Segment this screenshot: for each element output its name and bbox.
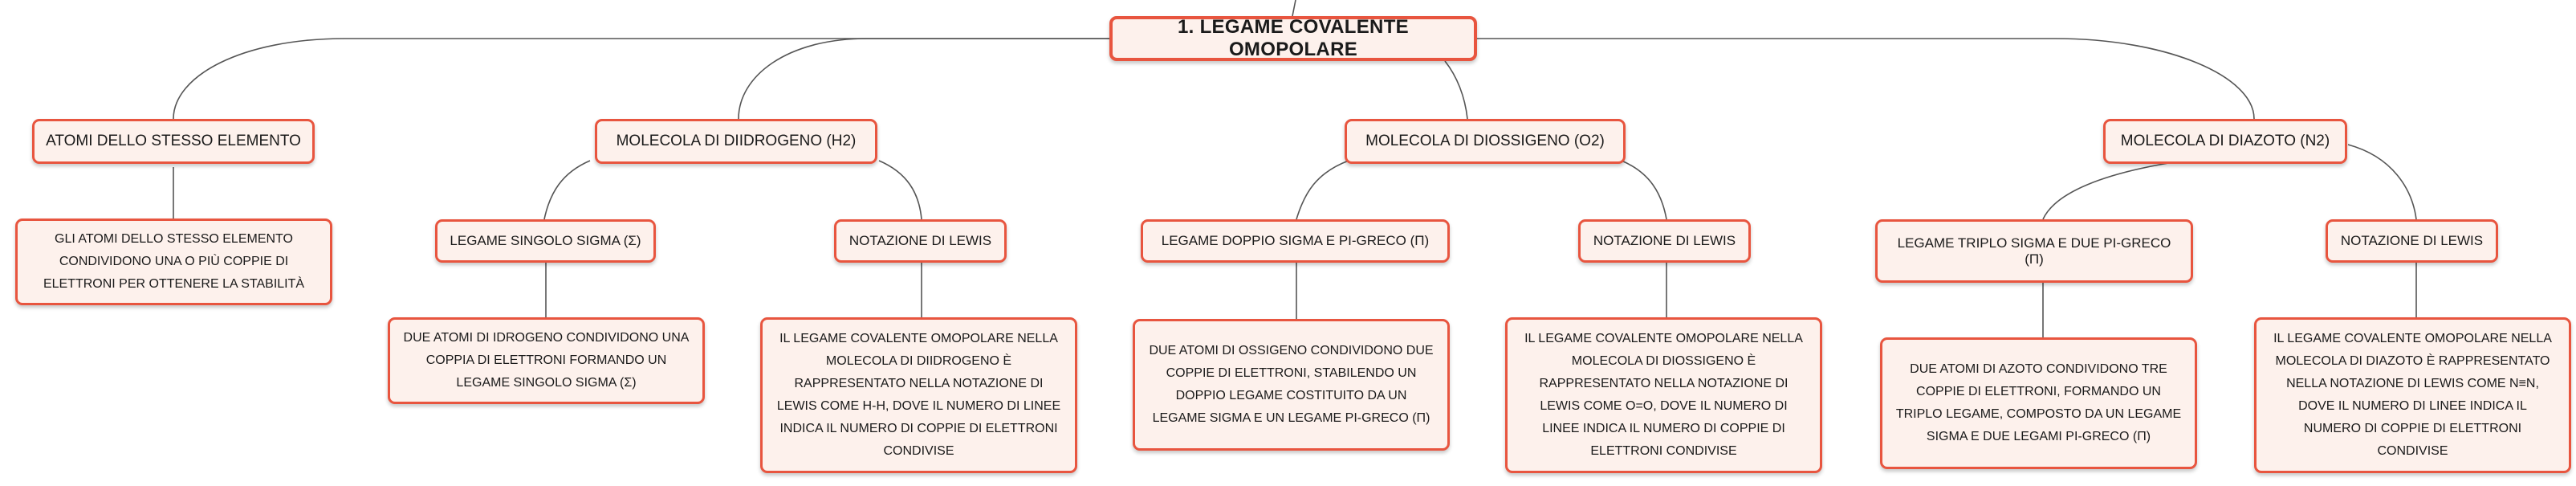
detail-notazione-lewis-n2[interactable] <box>2254 317 2571 473</box>
connector-root-parent <box>1292 0 1296 16</box>
subtopic-label: NOTAZIONE DI LEWIS <box>848 233 992 248</box>
subtopic-notazione-lewis-h2[interactable] <box>834 219 1007 263</box>
topic-molecola-diazoto[interactable] <box>2103 119 2347 164</box>
connector-root-h2 <box>739 39 1109 119</box>
root-topic-label: 1. LEGAME COVALENTE OMOPOLARE <box>1178 16 1409 60</box>
subtopic-legame-doppio[interactable] <box>1141 219 1450 263</box>
subtopic-label: LEGAME SINGOLO SIGMA (Σ) <box>450 233 641 248</box>
connector-h2-sigma <box>544 161 590 219</box>
topic-molecola-diossigeno[interactable] <box>1345 119 1626 164</box>
detail-legame-triplo[interactable] <box>1880 337 2197 469</box>
topic-label: ATOMI DELLO STESSO ELEMENTO <box>46 133 301 149</box>
detail-text: DUE ATOMI DI IDROGENO CONDIVIDONO UNA COPPIA DI ELETTRONI FORMANDO UN LEGAME SINGOLO SIGMA (Σ) <box>403 331 690 390</box>
detail-text: IL LEGAME COVALENTE OMOPOLARE NELLA MOLECOLA DI DIAZOTO È RAPPRESENTATO NELLA NOTAZIONE DI LEWIS COME N≡N, DOVE IL NUMERO DI LINEE INDICA IL NUMERO DI COPPIE DI ELETTRONI CONDIVISE <box>2273 332 2552 458</box>
detail-notazione-lewis-h2[interactable] <box>760 317 1077 473</box>
subtopic-notazione-lewis-n2[interactable] <box>2326 219 2498 263</box>
subtopic-atomi-stabilita[interactable] <box>15 218 332 305</box>
detail-text: IL LEGAME COVALENTE OMOPOLARE NELLA MOLECOLA DI DIOSSIGENO È RAPPRESENTATO NELLA NOTAZIONE DI LEWIS COME O=O, DOVE IL NUMERO DI LINEE INDICA IL NUMERO DI COPPIE DI ELETTRONI CONDIVISE <box>1524 332 1803 458</box>
topic-label: MOLECOLA DI DIIDROGENO (H2) <box>616 133 857 149</box>
connector-o2-double <box>1296 161 1349 219</box>
subtopic-label: LEGAME TRIPLO SIGMA E DUE PI-GRECO (Π) <box>1897 235 2171 267</box>
topic-atomi-stesso-elemento[interactable] <box>32 119 315 164</box>
subtopic-legame-triplo[interactable] <box>1875 219 2193 283</box>
detail-text: DUE ATOMI DI AZOTO CONDIVIDONO TRE COPPIE DI ELETTRONI, FORMANDO UN TRIPLO LEGAME, COMPOSTO DA UN LEGAME SIGMA E DUE LEGAMI PI-GRECO (Π) <box>1895 362 2182 443</box>
detail-notazione-lewis-o2[interactable] <box>1505 317 1822 473</box>
connector-root-n2 <box>1477 39 2254 119</box>
subtopic-label: NOTAZIONE DI LEWIS <box>1593 233 1736 248</box>
connector-n2-triple <box>2043 161 2183 219</box>
detail-legame-singolo-sigma[interactable] <box>388 317 705 404</box>
detail-legame-doppio[interactable] <box>1133 319 1450 451</box>
detail-text: DUE ATOMI DI OSSIGENO CONDIVIDONO DUE COPPIE DI ELETTRONI, STABILENDO UN DOPPIO LEGAME COSTITUITO DA UN LEGAME SIGMA E UN LEGAME PI-GRECO (Π) <box>1149 344 1434 425</box>
subtopic-label: LEGAME DOPPIO SIGMA E PI-GRECO (Π) <box>1161 233 1430 248</box>
subtopic-label: NOTAZIONE DI LEWIS <box>2340 233 2484 248</box>
topic-label: MOLECOLA DI DIAZOTO (N2) <box>2120 133 2330 149</box>
subtopic-text: GLI ATOMI DELLO STESSO ELEMENTO CONDIVIDONO UNA O PIÙ COPPIE DI ELETTRONI PER OTTENERE LA STABILITÀ <box>43 232 305 291</box>
root-topic[interactable] <box>1109 16 1477 61</box>
connector-root-atomi <box>173 39 1109 119</box>
topic-label: MOLECOLA DI DIOSSIGENO (O2) <box>1365 133 1605 149</box>
topic-molecola-diidrogeno[interactable] <box>595 119 877 164</box>
connector-n2-lewis <box>2348 145 2416 219</box>
connector-o2-lewis <box>1622 161 1666 219</box>
connector-h2-lewis <box>879 161 922 219</box>
subtopic-notazione-lewis-o2[interactable] <box>1578 219 1751 263</box>
detail-text: IL LEGAME COVALENTE OMOPOLARE NELLA MOLECOLA DI DIIDROGENO È RAPPRESENTATO NELLA NOTAZIONE DI LEWIS COME H-H, DOVE IL NUMERO DI LINEE INDICA IL NUMERO DI COPPIE DI ELETTRONI CONDIVISE <box>776 332 1061 458</box>
subtopic-legame-singolo-sigma[interactable] <box>435 219 656 263</box>
connector-root-o2 <box>1445 61 1467 119</box>
